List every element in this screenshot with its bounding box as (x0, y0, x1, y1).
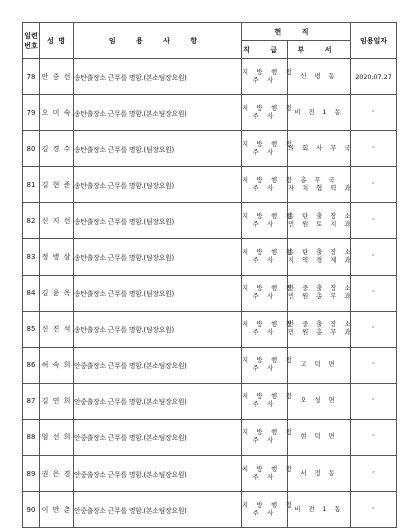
department-line: 민 원 토 지 과 (288, 220, 354, 228)
serial-number-cell: 87 (23, 383, 40, 419)
grade-line: 지 방 행 정 (242, 176, 295, 184)
appointment-cell: 안중출장소 근무를 명함.(본소팀장요원) (74, 419, 242, 455)
date-cell: ″ (351, 347, 397, 383)
table-row (23, 492, 397, 528)
grade-line: 지 방 행 정 (242, 249, 295, 257)
department-line: 송 탄 출 장 소 (288, 212, 354, 220)
date-cell: ″ (351, 203, 397, 239)
department-cell (288, 347, 351, 383)
serial-number-cell: 81 (23, 167, 40, 203)
grade-cell (242, 275, 295, 311)
grade-line: 주 사 (252, 184, 277, 192)
department-line: 비 전 1 동 (294, 505, 344, 513)
date-cell: ″ (351, 167, 397, 203)
name-cell: 정 병 삼 (40, 239, 74, 275)
date-cell: ″ (351, 239, 397, 275)
grade-line: 주 사 (252, 220, 277, 228)
department-cell (288, 419, 351, 455)
grade-line: 주 사 (252, 112, 277, 120)
table-row (23, 456, 397, 492)
appointment-cell: 송탄출장소 근무를 명함.(팀장요원) (74, 203, 242, 239)
appointment-cell: 송탄출장소 근무를 명함.(본소팀장요원) (74, 59, 242, 95)
serial-number-cell: 78 (23, 59, 40, 95)
name-cell: 안 중 선 (40, 59, 74, 95)
header-appointment: 임 용 사 항 (74, 23, 242, 59)
table-row (23, 131, 397, 167)
appointment-cell: 안중출장소 근무를 명함.(본소팀장요원) (74, 347, 242, 383)
name-cell: 권 은 경 (40, 456, 74, 492)
department-cell (288, 59, 351, 95)
grade-cell (242, 383, 295, 419)
name-cell: 허 숙 희 (40, 347, 74, 383)
grade-cell (242, 492, 295, 528)
grade-cell (242, 203, 295, 239)
grade-line: 주 사 (252, 257, 277, 265)
table-row (23, 59, 397, 95)
department-line: 자 치 협 력 과 (288, 184, 354, 192)
grade-line: 주 사 (252, 509, 277, 517)
date-cell: ″ (351, 131, 397, 167)
department-line: 고 덕 면 (300, 361, 338, 369)
name-cell: 김 윤 옥 (40, 275, 74, 311)
department-cell (288, 275, 354, 311)
grade-cell (242, 347, 295, 383)
grade-line: 지 방 행 정 (242, 285, 295, 293)
header-no-line1: 일련 (24, 31, 38, 40)
date-cell: ″ (351, 311, 397, 347)
grade-line: 지 방 행 정 (242, 357, 295, 365)
name-cell: 이 만 춘 (40, 492, 74, 528)
name-cell: 김 현 준 (40, 167, 74, 203)
serial-number-cell: 86 (23, 347, 40, 383)
header-name: 성 명 (40, 23, 74, 59)
table-row (23, 239, 397, 275)
appointment-cell: 송탄출장소 근무를 명함.(팀장요원) (74, 311, 242, 347)
header-row (23, 23, 397, 41)
department-cell (288, 239, 354, 275)
serial-number-cell: 88 (23, 419, 40, 455)
department-cell (288, 203, 354, 239)
department-line: 비 전 1 동 (294, 108, 344, 116)
header-no (23, 23, 40, 59)
department-cell (288, 95, 351, 131)
grade-line: 지 방 행 정 (242, 429, 295, 437)
serial-number-cell: 90 (23, 492, 40, 528)
department-cell (288, 311, 354, 347)
grade-line: 지 방 행 정 (242, 104, 295, 112)
department-line: 지 역 경 제 과 (288, 257, 354, 265)
grade-cell (242, 311, 295, 347)
department-line: 안 중 출 장 소 (288, 321, 354, 329)
grade-cell (242, 419, 295, 455)
table-row (23, 347, 397, 383)
appointment-cell: 안중출장소 근무를 명함.(본소팀장요원) (74, 456, 242, 492)
grade-line: 주 사 (252, 148, 277, 156)
date-cell: ″ (351, 275, 397, 311)
appointment-cell: 송탄출장소 근무를 명함.(팀장요원) (74, 131, 242, 167)
grade-cell (242, 167, 295, 203)
department-line: 안 중 출 장 소 (288, 285, 354, 293)
grade-line: 주 사 (252, 365, 277, 373)
header-no-line2: 번호 (24, 41, 38, 50)
grade-cell (242, 95, 295, 131)
serial-number-cell: 89 (23, 456, 40, 492)
grade-cell (242, 239, 295, 275)
grade-line: 주 사 (252, 329, 277, 337)
serial-number-cell: 83 (23, 239, 40, 275)
table-row (23, 167, 397, 203)
grade-line: 주 사 (252, 76, 277, 84)
department-line: 의 회 사 무 국 (288, 144, 354, 152)
serial-number-cell: 82 (23, 203, 40, 239)
table-body (23, 59, 397, 528)
grade-line: 지 방 행 정 (242, 212, 295, 220)
grade-cell (242, 59, 295, 95)
appointment-cell: 안중출장소 근무를 명함.(본소팀장요원) (74, 492, 242, 528)
date-cell: ″ (351, 95, 397, 131)
name-cell: 김 경 수 (40, 131, 74, 167)
department-cell (288, 131, 354, 167)
department-cell (288, 383, 351, 419)
department-line: 오 성 면 (300, 397, 338, 405)
name-cell: 오 미 숙 (40, 95, 74, 131)
department-line: 민 원 총 무 과 (288, 329, 354, 337)
table-row (23, 275, 397, 311)
name-cell: 신 진 석 (40, 311, 74, 347)
header-date: 임용일자 (351, 23, 397, 59)
table-row (23, 311, 397, 347)
date-cell: 2020.07.27 (351, 59, 397, 95)
header-current-position: 현 직 (242, 23, 351, 41)
department-line: 현 덕 면 (300, 433, 338, 441)
appointment-cell: 송탄출장소 근무를 명함.(본소팀장요원) (74, 95, 242, 131)
grade-cell (242, 131, 295, 167)
grade-line: 지 방 행 정 (242, 321, 295, 329)
grade-line: 지 방 행 정 (242, 501, 295, 509)
grade-line: 지 방 행 정 (242, 68, 295, 76)
date-cell: ″ (351, 419, 397, 455)
grade-line: 주 사 (252, 473, 277, 481)
grade-line: 지 방 행 정 (242, 140, 295, 148)
grade-line: 지 방 행 정 (242, 465, 295, 473)
header-grade: 직 급 (242, 41, 288, 59)
serial-number-cell: 84 (23, 275, 40, 311)
appointment-cell: 안중출장소 근무를 명함.(본소팀장요원) (74, 383, 242, 419)
department-line: 송 탄 출 장 소 (288, 249, 354, 257)
department-cell (288, 456, 351, 492)
serial-number-cell: 85 (23, 311, 40, 347)
personnel-table (22, 22, 397, 528)
date-cell: ″ (351, 492, 397, 528)
name-cell: 엄 선 희 (40, 419, 74, 455)
grade-cell (242, 456, 295, 492)
department-line: 총 무 국 (300, 176, 338, 184)
table-row (23, 383, 397, 419)
department-cell (288, 167, 354, 203)
appointment-cell: 송탄출장소 근무를 명함.(팀장요원) (74, 167, 242, 203)
grade-line: 주 사 (252, 401, 277, 409)
table-row (23, 95, 397, 131)
appointment-cell: 송탄출장소 근무를 명함.(팀장요원) (74, 239, 242, 275)
header-dept: 부 서 (288, 41, 351, 59)
appointment-cell: 송탄출장소 근무를 명함.(팀장요원) (74, 275, 242, 311)
department-cell (288, 492, 351, 528)
grade-line: 주 사 (252, 293, 277, 301)
date-cell: ″ (351, 456, 397, 492)
grade-line: 주 사 (252, 437, 277, 445)
serial-number-cell: 80 (23, 131, 40, 167)
table-row (23, 203, 397, 239)
name-cell: 신 지 선 (40, 203, 74, 239)
grade-line: 지 방 행 정 (242, 393, 295, 401)
serial-number-cell: 79 (23, 95, 40, 131)
name-cell: 김 연 희 (40, 383, 74, 419)
department-line: 서 정 동 (300, 469, 338, 477)
table-row (23, 419, 397, 455)
department-line: 신 평 동 (300, 72, 338, 80)
date-cell: ″ (351, 383, 397, 419)
department-line: 민 원 총 무 과 (288, 293, 354, 301)
